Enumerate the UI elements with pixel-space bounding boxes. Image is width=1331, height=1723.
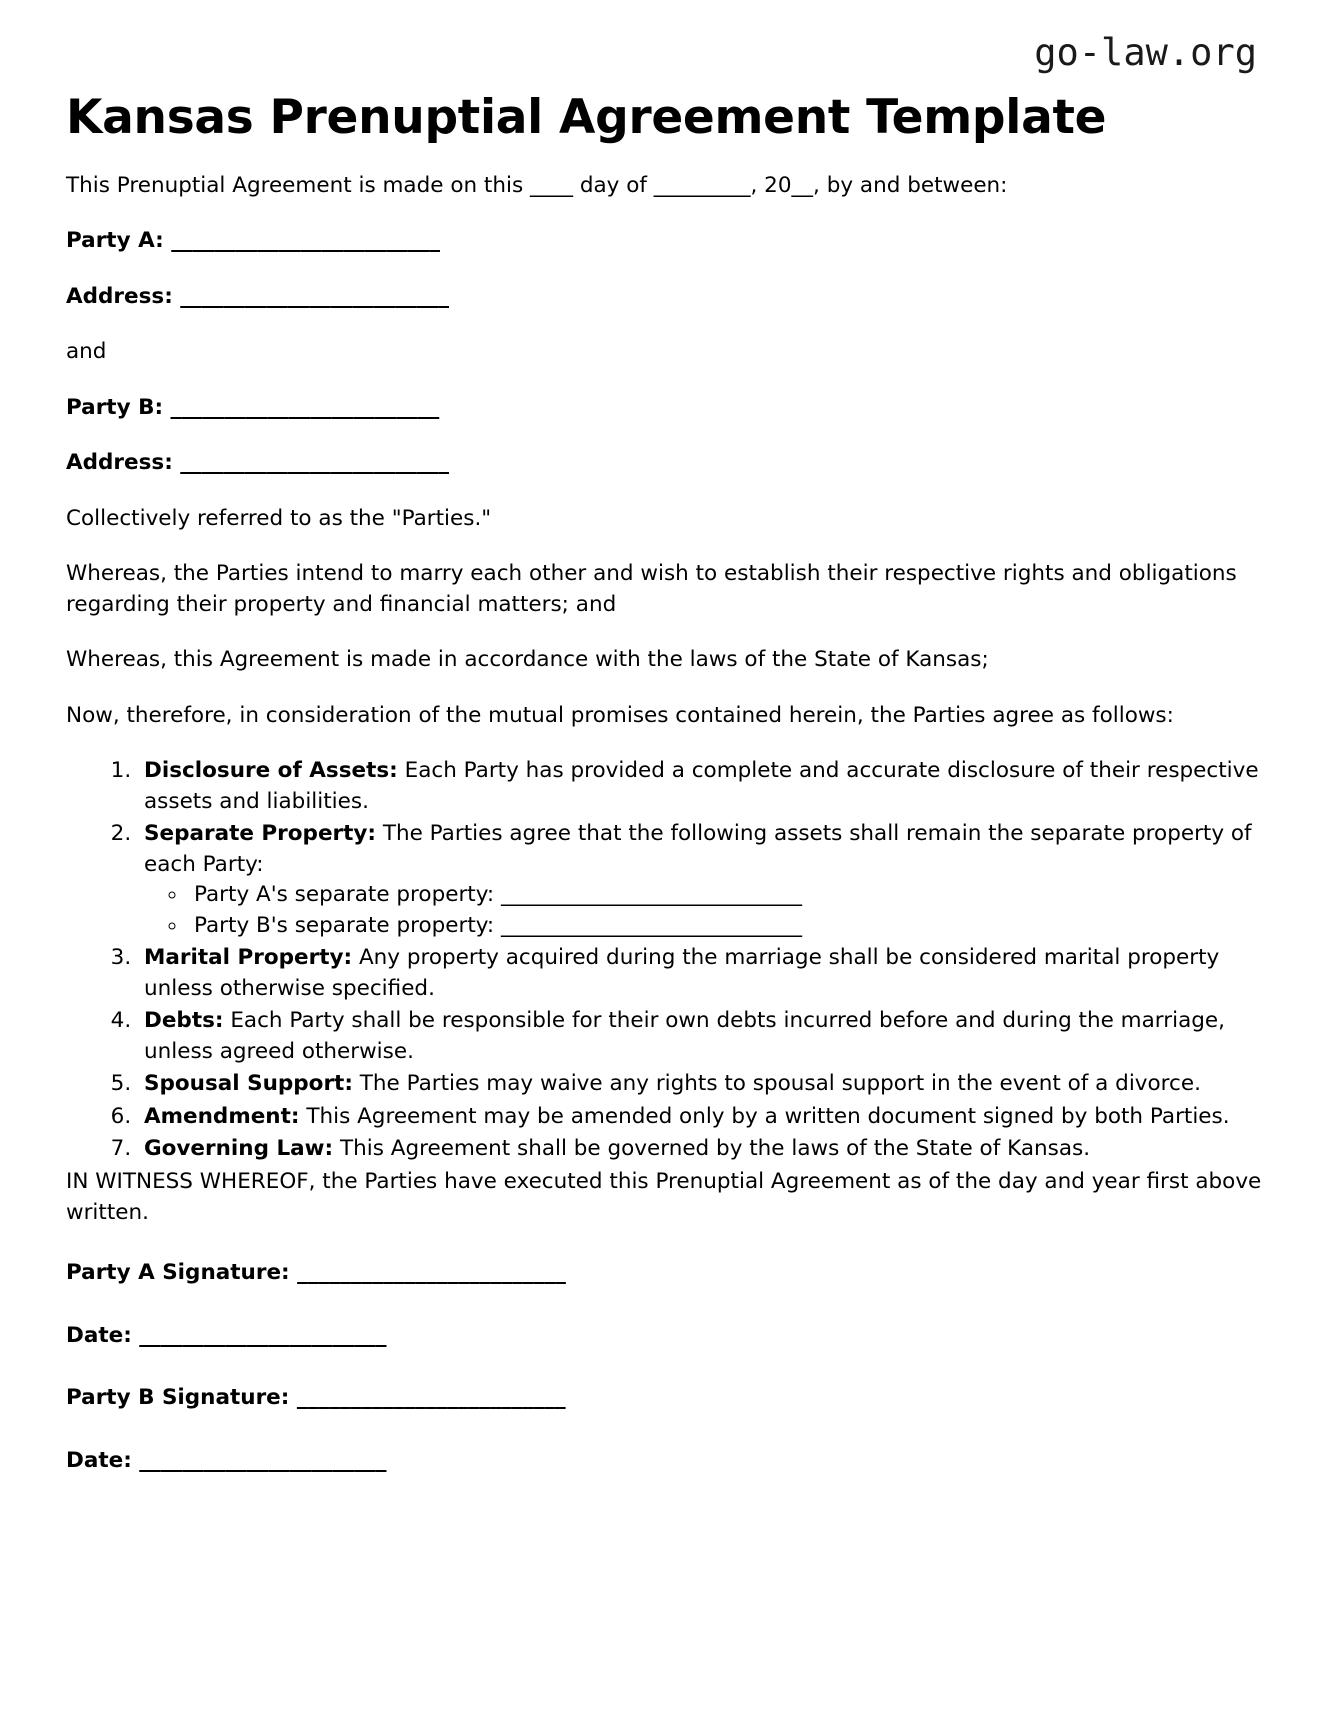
clause-heading: Debts: [144, 1008, 224, 1034]
intro-paragraph: This Prenuptial Agreement is made on this ____ day of _________, 20__, by and between: [66, 172, 1008, 198]
party-a-date-field: Date: _______________________ [66, 1322, 387, 1348]
page-title: Kansas Prenuptial Agreement Template [66, 90, 1107, 145]
clause-item [138, 819, 1265, 941]
party-b-date-field: Date: _______________________ [66, 1447, 387, 1473]
sub-list-item: ◦ Party B's separate property: ____________________________ [188, 911, 1265, 942]
separate-property-sublist [144, 880, 1265, 941]
clause-heading: Amendment: [144, 1103, 300, 1129]
clause-heading: Governing Law: [144, 1136, 334, 1162]
clause-heading: Spousal Support: [144, 1071, 353, 1097]
clause-text: Any property acquired during the marriage shall be considered marital property unless otherwise specified. [144, 945, 1220, 1001]
clause-item [138, 1102, 1265, 1133]
clause-text: The Parties agree that the following assets shall remain the separate property of each Party: [144, 821, 1252, 877]
party-a-signature-field: Party A Signature: _________________________ [66, 1260, 566, 1286]
site-logo-row [66, 0, 1265, 82]
clause-text: The Parties may waive any rights to spousal support in the event of a divorce. [352, 1071, 1201, 1097]
clause-item [138, 756, 1265, 817]
clause-text: This Agreement shall be governed by the laws of the State of Kansas. [333, 1136, 1091, 1162]
clause-text: This Agreement may be amended only by a written document signed by both Parties. [299, 1103, 1230, 1129]
document-body [66, 171, 1265, 1476]
recital-now-therefore: Now, therefore, in consideration of the mutual promises contained herein, the Parties agree as follows: [66, 702, 1174, 728]
clause-list [66, 756, 1265, 1165]
clause-item [138, 943, 1265, 1004]
sub-list-item: ◦ Party A's separate property: ____________________________ [188, 880, 1265, 911]
clause-heading: Marital Property: [144, 945, 353, 971]
collective-reference: Collectively referred to as the "Parties." [66, 505, 492, 531]
party-a-field: Party A: _________________________ [66, 228, 440, 254]
party-b-address-field: Address: _________________________ [66, 450, 450, 476]
clause-item [138, 1069, 1265, 1100]
party-b-signature-field: Party B Signature: _________________________ [66, 1385, 566, 1411]
site-logo: go-law.org [1034, 31, 1257, 74]
witness-paragraph: IN WITNESS WHEREOF, the Parties have executed this Prenuptial Agreement as of the day and year first above written. [66, 1169, 1262, 1225]
recital-whereas-1: Whereas, the Parties intend to marry each other and wish to establish their respective rights and obligations regarding their property and financial matters; and [66, 561, 1237, 617]
clause-heading: Disclosure of Assets: [144, 758, 398, 784]
clause-text: Each Party has provided a complete and accurate disclosure of their respective assets and liabilities. [144, 758, 1259, 814]
clause-item [138, 1134, 1265, 1165]
party-a-address-field: Address: _________________________ [66, 283, 450, 309]
signature-block [66, 1258, 1265, 1476]
clause-heading: Separate Property: [144, 821, 377, 847]
party-b-field: Party B: _________________________ [66, 394, 440, 420]
clause-text: Each Party shall be responsible for their own debts incurred before and during the marriage, unless agreed otherwise. [144, 1008, 1225, 1064]
recital-whereas-2: Whereas, this Agreement is made in accordance with the laws of the State of Kansas; [66, 647, 989, 673]
clause-item [138, 1006, 1265, 1067]
and-separator: and [66, 339, 107, 365]
